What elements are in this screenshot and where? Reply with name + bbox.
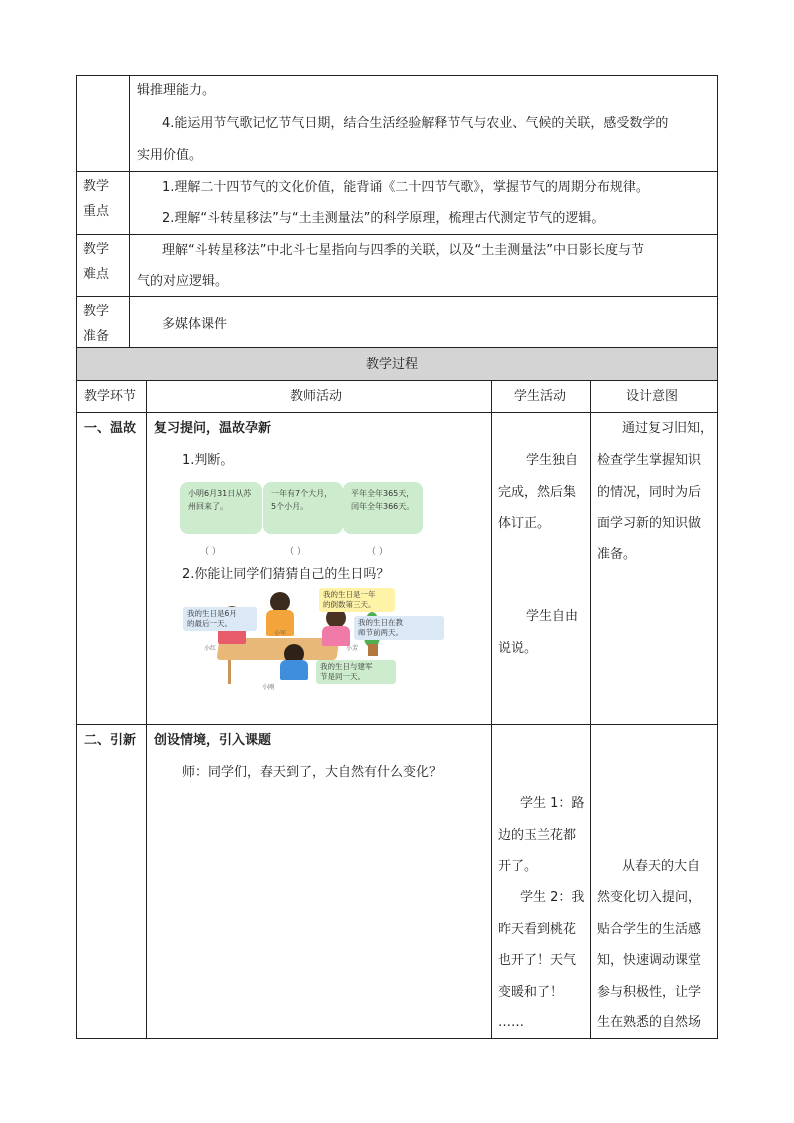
section2-teacher: 师：同学们，春天到了，大自然有什么变化？ — [182, 765, 443, 780]
birthday-illustration — [180, 586, 450, 696]
s2-student-line-5: 昨天看到桃花 — [498, 922, 577, 937]
s2-intent-line-3: 贴合学生的生活感 — [597, 922, 702, 937]
s2-student-line-1: 学生 1：路 — [520, 796, 585, 811]
bubble-xiaohong — [183, 607, 257, 631]
row4-line1: 多媒体课件 — [162, 317, 228, 332]
row1-line2: 4.能运用节气歌记忆节气日期，结合生活经验解释节气与农业、气候的关联，感受数学的 — [162, 116, 669, 131]
s2-intent-line-6: 生在熟悉的自然场 — [597, 1015, 702, 1030]
header-stage: 教学环节 — [84, 389, 137, 404]
bubble-2-line-2: 的倒数第三天。 — [323, 600, 376, 610]
row3-line1: 理解“斗转星移法”中北斗七星指向与四季的关联，以及“土圭测量法”中日影长度与节 — [162, 243, 644, 258]
row3-label-1: 教学 — [83, 242, 110, 257]
s1-student-line-3: 体订正。 — [498, 516, 551, 531]
card-2-text-1: 一年有7个大月， — [271, 489, 333, 498]
s1-student-line-5: 说说。 — [498, 641, 538, 656]
row1-line3: 实用价值。 — [137, 148, 203, 163]
s1-student-line-4: 学生自由 — [526, 609, 579, 624]
row4-label-2: 准备 — [83, 329, 110, 344]
s1-student-line-2: 完成，然后集 — [498, 485, 577, 500]
section1-q2: 2.你能让同学们猜猜自己的生日吗？ — [182, 567, 390, 582]
bubble-4-line-1: 我的生日与建军 — [320, 662, 373, 671]
answer-blank-2[interactable]: （ ） — [285, 547, 306, 557]
s1-intent-line-4: 面学习新的知识做 — [597, 516, 702, 531]
name-xiaogang: 小刚 — [262, 684, 275, 691]
card-2-text-2: 5个小月。 — [271, 501, 309, 511]
row4-label-1: 教学 — [83, 304, 110, 319]
s2-student-line-7: 变暖和了！ — [498, 985, 564, 1000]
row3-label-2: 难点 — [83, 267, 110, 282]
section2-heading: 创设情境，引入课题 — [154, 733, 272, 748]
bubble-4-line-2: 节是同一天。 — [320, 672, 365, 682]
card-1-text-2: 州回来了。 — [188, 501, 228, 511]
name-xiaohong: 小红 — [204, 645, 217, 652]
bubble-3-line-1: 我的生日在教 — [358, 618, 403, 627]
bubble-xiaofang — [354, 616, 444, 640]
row3-line2: 气的对应逻辑。 — [137, 274, 229, 289]
judgment-card-2 — [263, 482, 343, 534]
answer-blank-1[interactable]: （ ） — [200, 547, 221, 557]
card-3-text-2: 闰年全年366天。 — [351, 501, 415, 511]
header-intent: 设计意图 — [626, 389, 679, 404]
stage-2-label: 二、引新 — [84, 733, 137, 748]
card-1-text-1: 小明6月31日从苏 — [188, 489, 252, 498]
bubble-3-line-2: 师节前两天。 — [358, 628, 403, 638]
judgment-card-3 — [343, 482, 423, 534]
row2-label-2: 重点 — [83, 204, 110, 219]
s2-student-line-3: 开了。 — [498, 859, 538, 874]
bubble-1-line-1: 我的生日是6月 — [187, 609, 237, 618]
s1-intent-line-3: 的情况，同时为后 — [597, 485, 702, 500]
judgment-card-1 — [180, 482, 262, 534]
header-student: 学生活动 — [514, 389, 567, 404]
s2-intent-line-1: 从春天的大自 — [622, 859, 701, 874]
bubble-2-line-1: 我的生日是一年 — [323, 590, 376, 599]
s2-student-line-8: …… — [498, 1015, 524, 1030]
header-teacher: 教师活动 — [290, 389, 343, 404]
s2-intent-line-2: 然变化切入提问， — [597, 890, 702, 905]
row2-label-1: 教学 — [83, 179, 110, 194]
bubble-xiaojun — [319, 588, 395, 612]
answer-blank-3[interactable]: （ ） — [367, 547, 388, 557]
section1-q1: 1.判断。 — [182, 453, 234, 468]
s2-student-line-2: 边的玉兰花都 — [498, 828, 577, 843]
s1-intent-line-2: 检查学生掌握知识 — [597, 453, 702, 468]
name-xiaofang: 小芳 — [346, 645, 359, 652]
s2-intent-line-5: 参与积极性，让学 — [597, 985, 702, 1000]
name-xiaojun: 小军 — [274, 630, 287, 637]
bubble-xiaogang — [316, 660, 396, 684]
kid-xiaojun — [270, 592, 290, 612]
card-3-text-1: 平年全年365天， — [351, 489, 415, 498]
row2-line1: 1.理解二十四节气的文化价值，能背诵《二十四节气歌》，掌握节气的周期分布规律。 — [162, 180, 649, 195]
stage-1-label: 一、温故 — [84, 421, 137, 436]
bubble-1-line-2: 的最后一天。 — [187, 619, 232, 629]
s1-student-line-1: 学生独自 — [526, 453, 579, 468]
row1-line1: 辑推理能力。 — [137, 83, 216, 98]
row2-line2: 2.理解“斗转星移法”与“土圭测量法”的科学原理，梳理古代测定节气的逻辑。 — [162, 211, 605, 226]
s1-intent-line-5: 准备。 — [597, 547, 637, 562]
s1-intent-line-1: 通过复习旧知， — [622, 421, 714, 436]
section1-heading: 复习提问，温故孕新 — [154, 421, 272, 436]
s2-student-line-4: 学生 2：我 — [520, 890, 585, 905]
s2-student-line-6: 也开了！天气 — [498, 953, 577, 968]
s2-intent-line-4: 知，快速调动课堂 — [597, 953, 702, 968]
process-title: 教学过程 — [366, 357, 419, 372]
